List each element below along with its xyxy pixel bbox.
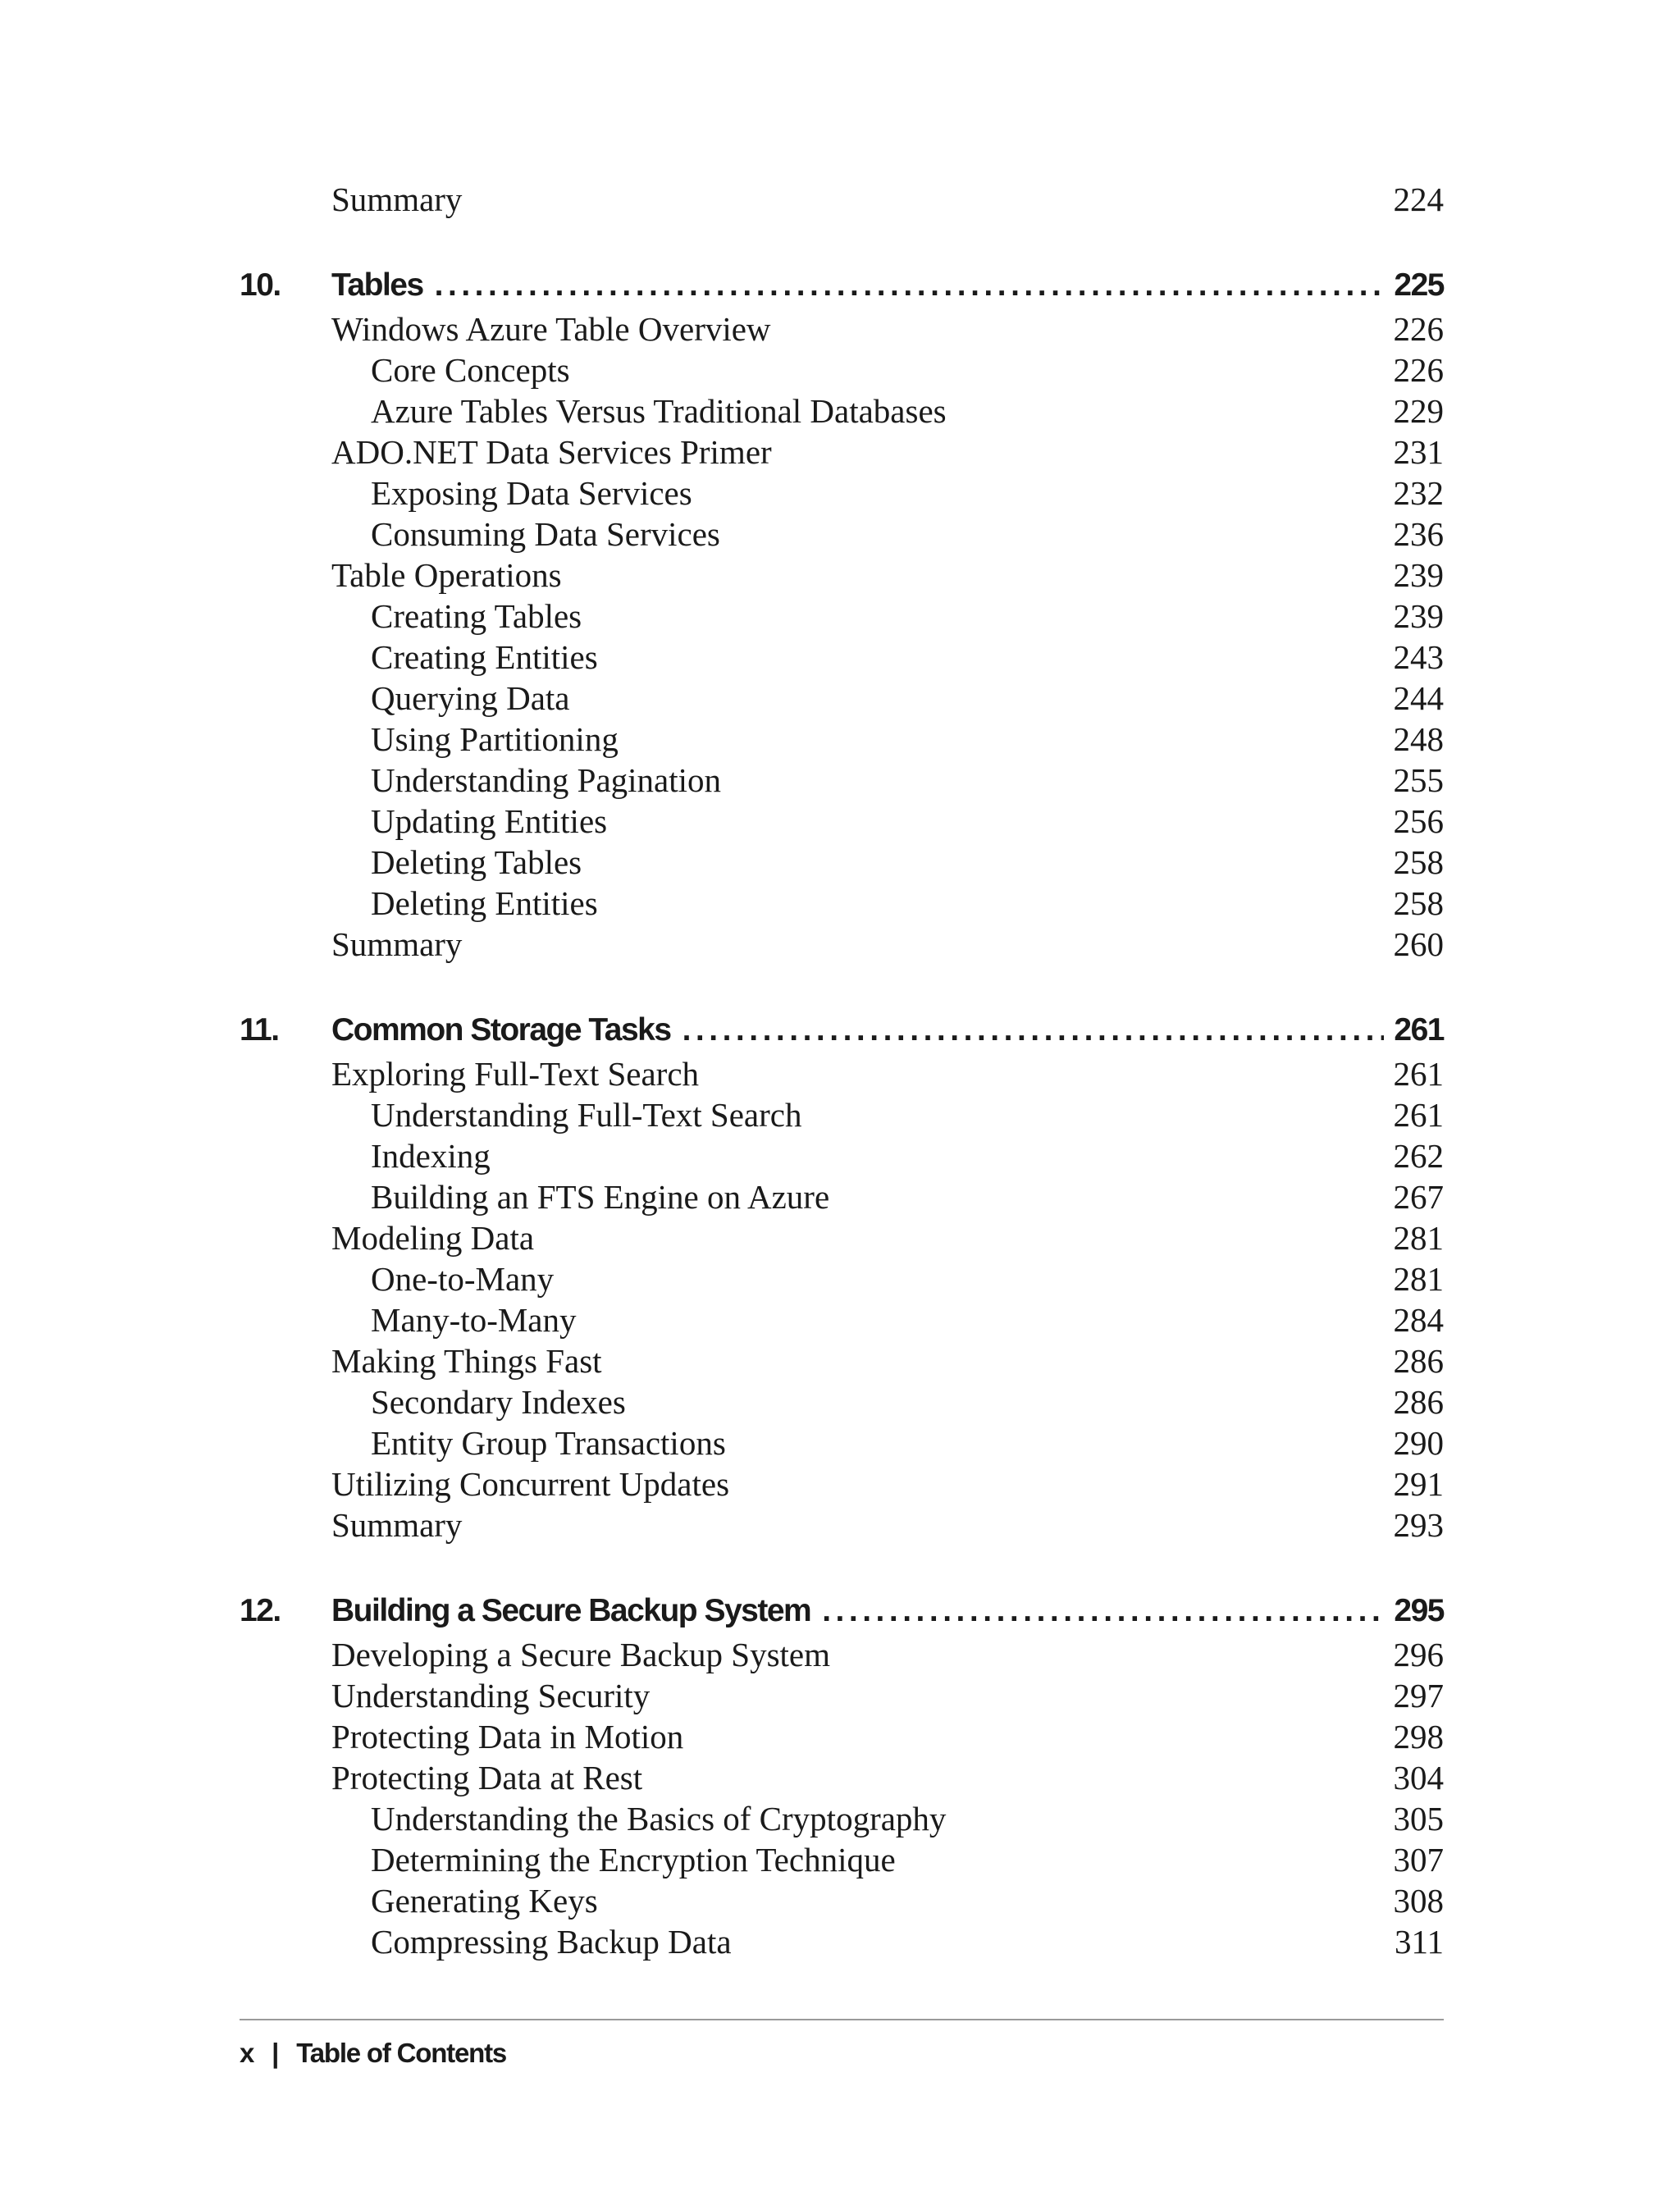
toc-subsection-entry: [240, 472, 1444, 514]
entry-title: Modeling Data: [331, 1219, 535, 1257]
page-number: 248: [1393, 720, 1444, 758]
page-number: 232: [1393, 474, 1444, 512]
entry-title: Deleting Entities: [371, 884, 598, 922]
toc-subsection-entry: [240, 1839, 1444, 1880]
page-number: 267: [1393, 1178, 1444, 1216]
toc-subsection-entry: [240, 637, 1444, 678]
entry-title: Secondary Indexes: [371, 1383, 626, 1421]
page-number: 262: [1393, 1137, 1444, 1175]
chapter-title: Building a Secure Backup System: [331, 1593, 811, 1628]
toc-section-entry: [240, 1634, 1444, 1675]
page-number: 236: [1393, 515, 1444, 553]
footer-rule: [240, 2019, 1444, 2020]
toc-subsection-entry: [240, 1880, 1444, 1921]
page-number: 260: [1393, 925, 1444, 963]
entry-title: Understanding the Basics of Cryptography: [371, 1800, 947, 1838]
chapter-title: Common Storage Tasks: [331, 1012, 671, 1048]
page-number: 244: [1393, 679, 1444, 717]
toc-section-entry: [240, 1675, 1444, 1716]
entry-title: Determining the Encryption Technique: [371, 1841, 896, 1879]
page-number: 297: [1393, 1677, 1444, 1714]
page-number: 261: [1393, 1096, 1444, 1134]
page-number: 293: [1393, 1506, 1444, 1544]
chapter-number: 12.: [240, 1593, 281, 1628]
page-number: 307: [1393, 1841, 1444, 1879]
entry-title: Table Operations: [331, 556, 562, 594]
page-footer: [240, 2033, 506, 2074]
toc-subsection-entry: [240, 1921, 1444, 1962]
entry-title: Deleting Tables: [371, 843, 582, 881]
entry-title: Protecting Data at Rest: [331, 1759, 643, 1796]
entry-title: Consuming Data Services: [371, 515, 720, 553]
entry-title: Azure Tables Versus Traditional Databases: [371, 392, 947, 430]
toc-subsection-entry: [240, 801, 1444, 842]
entry-title: Many-to-Many: [371, 1301, 577, 1339]
chapter-line: [331, 1588, 1444, 1634]
toc-section-entry: [240, 1504, 1444, 1545]
entry-title: Indexing: [371, 1137, 491, 1175]
toc-section-entry: [240, 1217, 1444, 1258]
toc-subsection-entry: [240, 760, 1444, 801]
footer-separator: |: [272, 2038, 279, 2068]
toc-subsection-entry: [240, 678, 1444, 719]
page-number: 311: [1395, 1923, 1444, 1961]
page-number: 295: [1394, 1593, 1444, 1628]
entry-title: Exploring Full-Text Search: [331, 1055, 700, 1093]
page-number: 243: [1393, 638, 1444, 676]
toc-section-entry: [240, 1757, 1444, 1798]
toc-section-entry: [240, 1340, 1444, 1381]
page-folio: x: [240, 2038, 254, 2068]
toc-chapter-heading: [240, 1588, 1444, 1634]
toc-section-entry: [240, 308, 1444, 349]
page-number: 290: [1393, 1424, 1444, 1462]
toc-subsection-entry: [240, 1094, 1444, 1135]
toc-subsection-entry: [240, 1299, 1444, 1340]
entry-title: Summary: [331, 925, 463, 963]
entry-title: Updating Entities: [371, 802, 608, 840]
entry-title: One-to-Many: [371, 1260, 555, 1298]
toc-subsection-entry: [240, 390, 1444, 431]
entry-title: Entity Group Transactions: [371, 1424, 726, 1462]
chapter-line: [331, 1007, 1444, 1053]
toc-section-entry: [240, 924, 1444, 965]
running-title: Table of Contents: [296, 2038, 507, 2068]
entry-title: Summary: [331, 180, 463, 218]
dot-leader: [435, 262, 1385, 308]
toc-subsection-entry: [240, 596, 1444, 637]
entry-title: Protecting Data in Motion: [331, 1718, 684, 1755]
entry-title: Generating Keys: [371, 1882, 598, 1920]
toc-subsection-entry: [240, 883, 1444, 924]
page-number: 226: [1393, 310, 1444, 348]
page-number: 304: [1393, 1759, 1444, 1796]
toc-subsection-entry: [240, 1258, 1444, 1299]
page-number: 286: [1393, 1383, 1444, 1421]
entry-title: Compressing Backup Data: [371, 1923, 732, 1961]
chapter-number: 10.: [240, 267, 281, 303]
toc-subsection-entry: [240, 1135, 1444, 1176]
page-number: 296: [1393, 1636, 1444, 1673]
chapter-number: 11.: [240, 1012, 279, 1048]
chapter-line: [331, 262, 1444, 308]
entry-title: Querying Data: [371, 679, 570, 717]
toc-chapter-heading: [240, 262, 1444, 308]
entry-title: Core Concepts: [371, 351, 570, 389]
entry-title: Understanding Pagination: [371, 761, 722, 799]
entry-title: Developing a Secure Backup System: [331, 1636, 831, 1673]
page-number: 286: [1393, 1342, 1444, 1380]
toc-section-entry: [240, 555, 1444, 596]
page-number: 258: [1393, 884, 1444, 922]
toc-subsection-entry: [240, 514, 1444, 555]
entry-title: ADO.NET Data Services Primer: [331, 433, 772, 471]
table-of-contents: [240, 179, 1444, 1962]
entry-title: Building an FTS Engine on Azure: [371, 1178, 830, 1216]
page-number: 239: [1393, 597, 1444, 635]
toc-subsection-entry: [240, 1422, 1444, 1463]
dot-leader: [682, 1007, 1385, 1053]
page-number: 305: [1393, 1800, 1444, 1838]
entry-title: Utilizing Concurrent Updates: [331, 1465, 730, 1503]
entry-title: Summary: [331, 1506, 463, 1544]
toc-subsection-entry: [240, 719, 1444, 760]
entry-title: Using Partitioning: [371, 720, 619, 758]
page-number: 256: [1393, 802, 1444, 840]
toc-section-entry: [240, 179, 1444, 220]
entry-title: Making Things Fast: [331, 1342, 602, 1380]
page-number: 224: [1393, 180, 1444, 218]
page-number: 291: [1393, 1465, 1444, 1503]
toc-subsection-entry: [240, 1798, 1444, 1839]
entry-title: Exposing Data Services: [371, 474, 692, 512]
page-number: 226: [1393, 351, 1444, 389]
page-number: 231: [1393, 433, 1444, 471]
page-number: 298: [1393, 1718, 1444, 1755]
toc-section-entry: [240, 1716, 1444, 1757]
toc-section-entry: [240, 1463, 1444, 1504]
toc-subsection-entry: [240, 842, 1444, 883]
toc-subsection-entry: [240, 1381, 1444, 1422]
page-number: 255: [1393, 761, 1444, 799]
page-number: 261: [1394, 1012, 1444, 1048]
page-number: 229: [1393, 392, 1444, 430]
entry-title: Creating Tables: [371, 597, 582, 635]
toc-section-entry: [240, 431, 1444, 472]
page-number: 308: [1393, 1882, 1444, 1920]
entry-title: Creating Entities: [371, 638, 598, 676]
dot-leader: [822, 1588, 1384, 1634]
page-number: 225: [1394, 267, 1444, 303]
page-number: 284: [1393, 1301, 1444, 1339]
chapter-title: Tables: [331, 267, 423, 303]
page-number: 261: [1393, 1055, 1444, 1093]
entry-title: Understanding Security: [331, 1677, 651, 1714]
page-number: 281: [1393, 1260, 1444, 1298]
entry-title: Windows Azure Table Overview: [331, 310, 771, 348]
page-number: 239: [1393, 556, 1444, 594]
toc-section-entry: [240, 1053, 1444, 1094]
toc-subsection-entry: [240, 1176, 1444, 1217]
page-number: 258: [1393, 843, 1444, 881]
toc-chapter-heading: [240, 1007, 1444, 1053]
page-number: 281: [1393, 1219, 1444, 1257]
toc-subsection-entry: [240, 349, 1444, 390]
entry-title: Understanding Full-Text Search: [371, 1096, 802, 1134]
